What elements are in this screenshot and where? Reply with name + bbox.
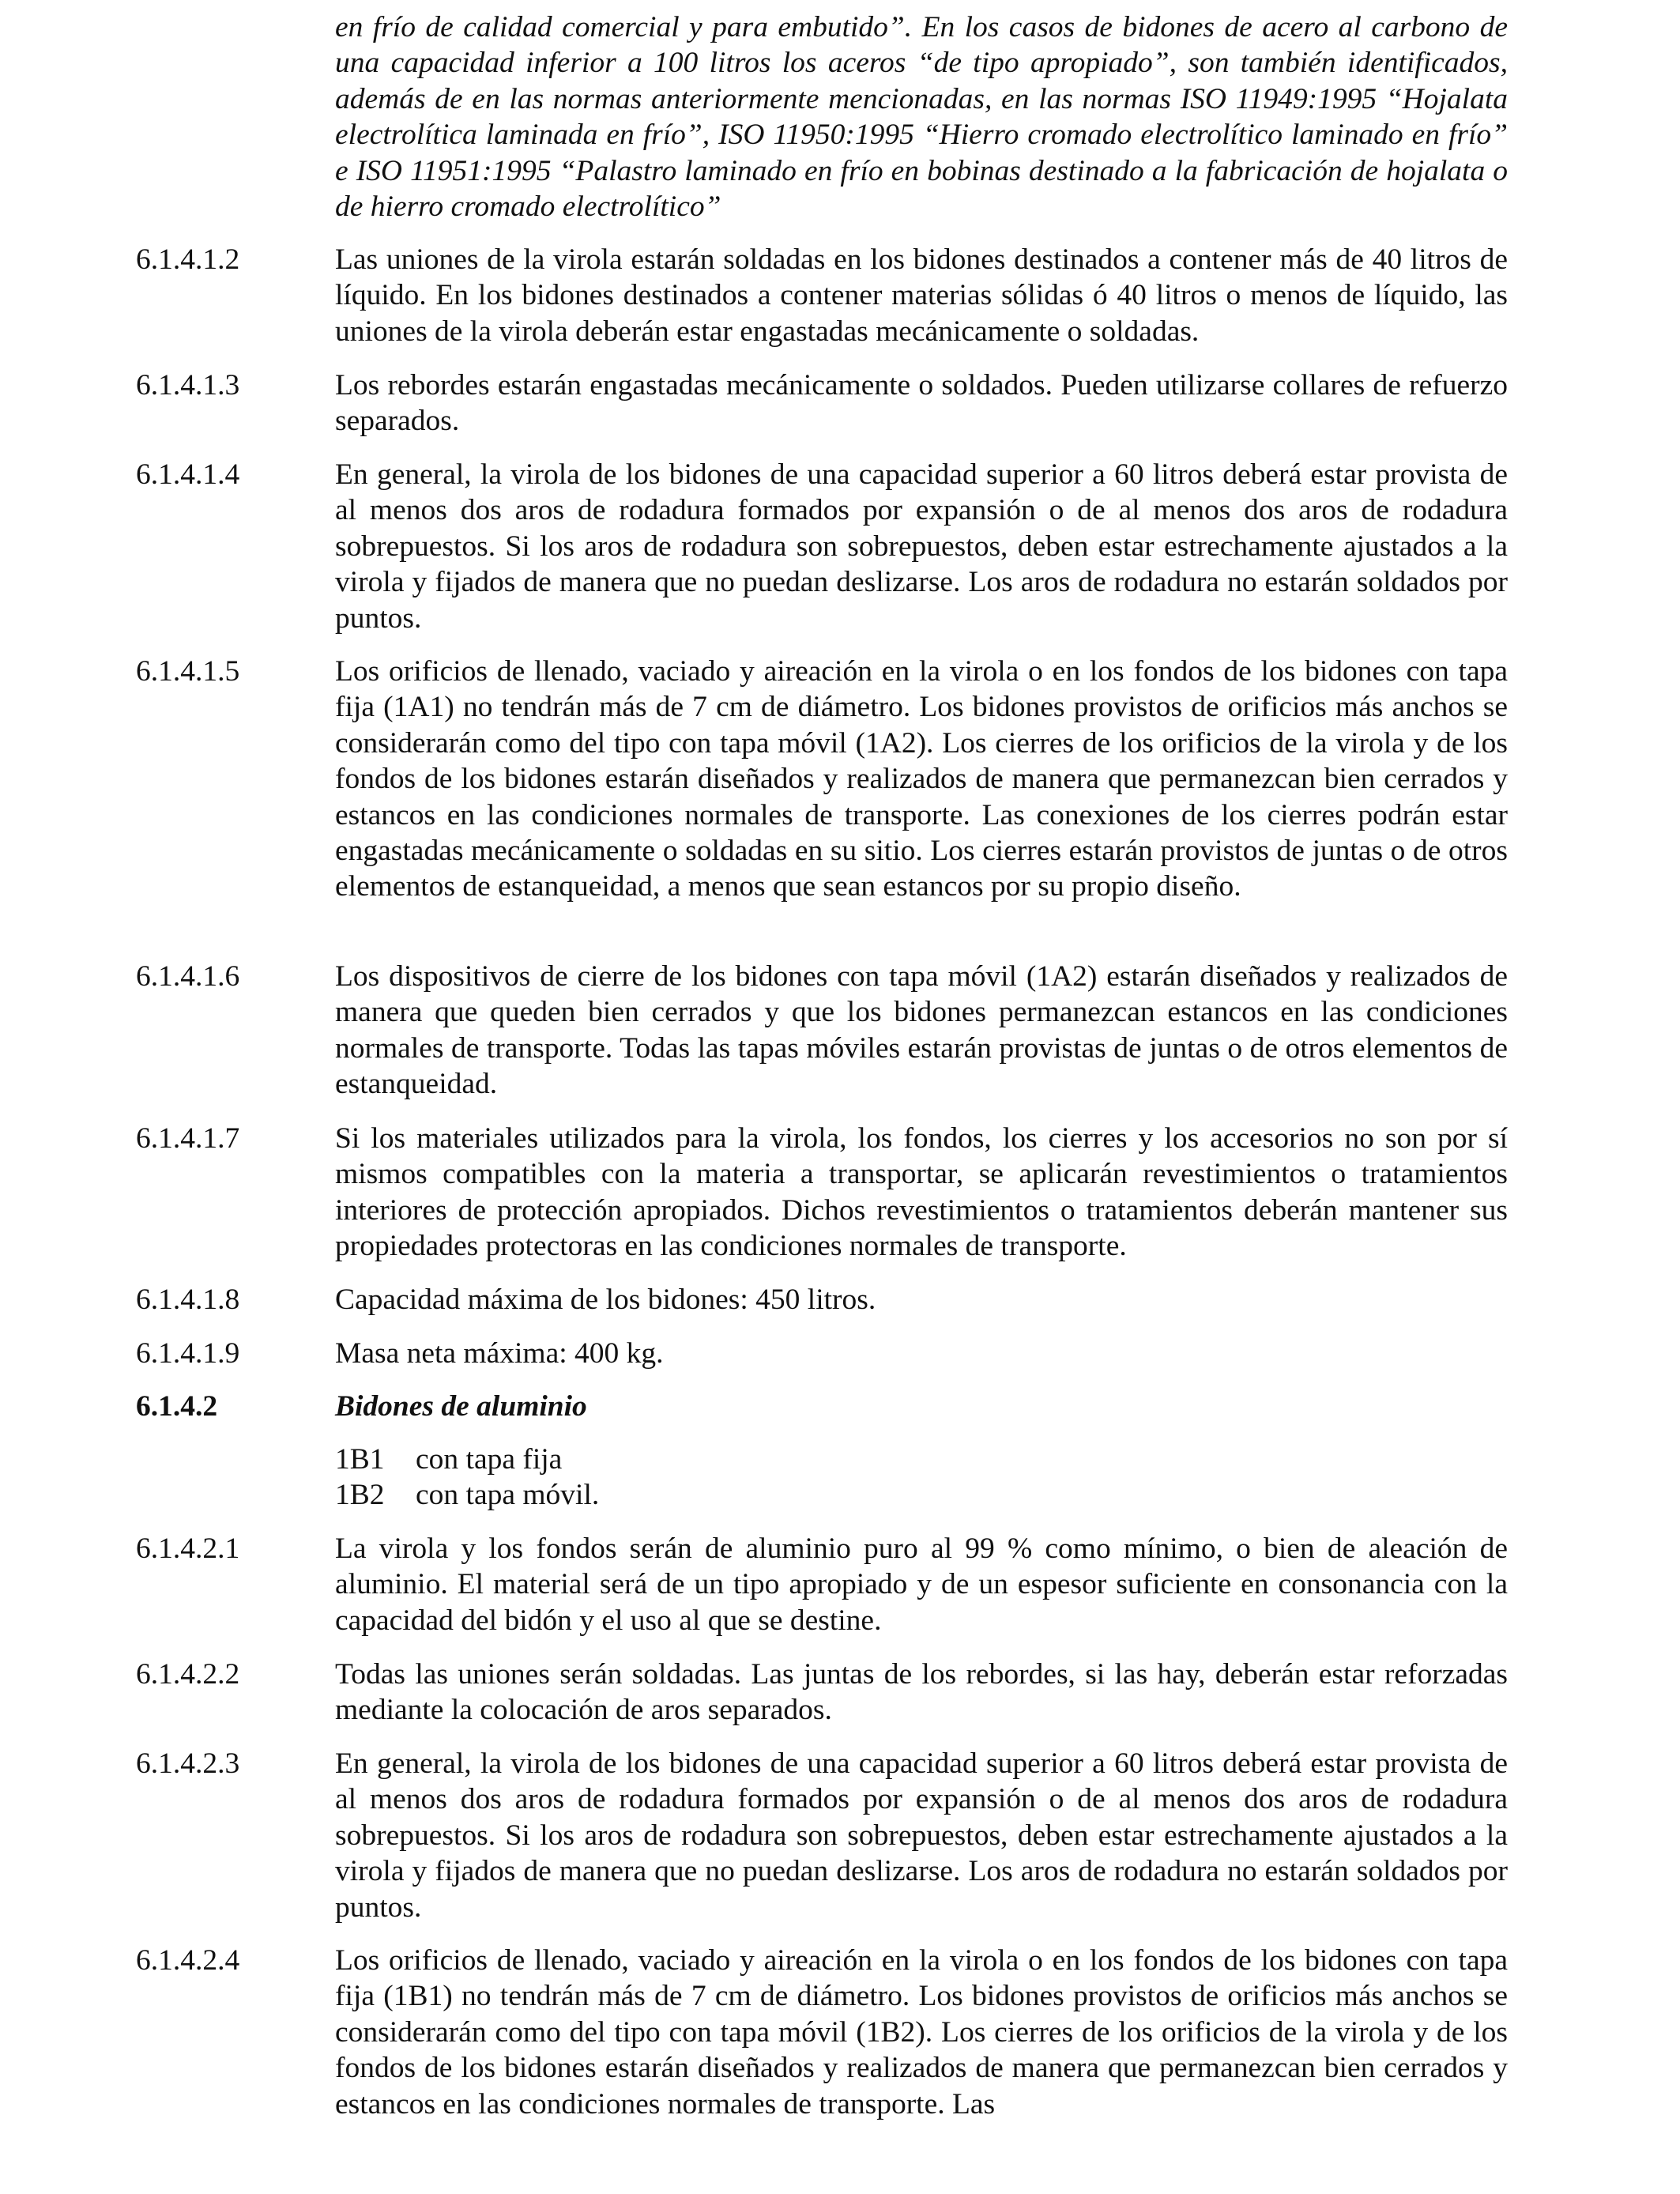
variant-label: con tapa fija [416,1443,563,1476]
section-title: Bidones de aluminio [335,1390,587,1423]
paragraph-number: 6.1.4.2.3 [136,1747,240,1780]
paragraph-text: Las uniones de la virola estarán soldadas en los bidones destinados a contener más de 40 litros de líquido. En los bidones destinados a contener materias sólidas ó 40 litros o menos de líquido, las uniones de la virola deberán estar engastadas mecánicamente o soldadas. [335,243,1508,348]
paragraph-number: 6.1.4.1.9 [136,1337,240,1370]
paragraph-text: Los orificios de llenado, vaciado y aireación en la virola o en los fondos de los bidones con tapa fija (1B1) no tendrán más de 7 cm de diámetro. Los bidones provistos de orificios más anchos se considerarán como del tipo con tapa móvil (1B2). Los cierres de los orificios de la virola y de los fondos de los bidones estarán diseñados y realizados de manera que permanezcan bien cerrados y estancos en las condiciones normales de transporte. Las [335,1944,1508,2120]
variant-code: 1B2 [335,1479,385,1511]
variant-label: con tapa móvil. [416,1479,600,1511]
paragraph-text: En general, la virola de los bidones de una capacidad superior a 60 litros deberá estar provista de al menos dos aros de rodadura formados por expansión o de al menos dos aros de rodadura sobrepuestos. Si los aros de rodadura son sobrepuestos, deben estar estrechamente ajustados a la virola y fijados de manera que no puedan deslizarse. Los aros de rodadura no estarán soldados por puntos. [335,1747,1508,1924]
paragraph-text: Si los materiales utilizados para la virola, los fondos, los cierres y los accesorios no son por sí mismos compatibles con la materia a transportar, se aplicarán revestimientos o tratamientos interiores de protección apropiados. Dichos revestimientos o tratamientos deberán mantener sus propiedades protectoras en las condiciones normales de transporte. [335,1122,1508,1263]
variant-code: 1B1 [335,1443,385,1476]
variant-1b2 [335,1477,599,1513]
variant-1b1 [335,1442,562,1477]
paragraph-text: Capacidad máxima de los bidones: 450 litros. [335,1284,876,1316]
section-number: 6.1.4.2 [136,1390,218,1423]
paragraph-number: 6.1.4.1.6 [136,960,240,993]
paragraph-number: 6.1.4.1.3 [136,369,240,401]
paragraph-number: 6.1.4.2.2 [136,1658,240,1691]
intro-continuation: en frío de calidad comercial y para embutido”. En los casos de bidones de acero al carbono de una capacidad inferior a 100 litros los aceros “de tipo apropiado”, son también identificados, además de en las normas anteriormente mencionadas, en las normas ISO 11949:1995 “Hojalata electrolítica laminada en frío”, ISO 11950:1995 “Hierro cromado electrolítico laminado en frío” e ISO 11951:1995 “Palastro laminado en frío en bobinas destinado a la fabricación de hojalata o de hierro cromado electrolítico” [335,11,1508,224]
paragraph-number: 6.1.4.2.4 [136,1944,240,1977]
paragraph-text: Los orificios de llenado, vaciado y aireación en la virola o en los fondos de los bidones con tapa fija (1A1) no tendrán más de 7 cm de diámetro. Los bidones provistos de orificios más anchos se considerarán como del tipo con tapa móvil (1A2). Los cierres de los orificios de la virola y de los fondos de los bidones estarán diseñados y realizados de manera que permanezcan bien cerrados y estancos en las condiciones normales de transporte. Las conexiones de los cierres podrán estar engastadas mecánicamente o soldadas en su sitio. Los cierres estarán provistos de juntas o de otros elementos de estanqueidad, a menos que sean estancos por su propio diseño. [335,655,1508,903]
paragraph-text: Masa neta máxima: 400 kg. [335,1337,664,1370]
paragraph-text: Todas las uniones serán soldadas. Las juntas de los rebordes, si las hay, deberán estar reforzadas mediante la colocación de aros separados. [335,1658,1508,1727]
paragraph-number: 6.1.4.1.5 [136,655,240,688]
paragraph-number: 6.1.4.1.8 [136,1284,240,1316]
paragraph-number: 6.1.4.1.4 [136,458,240,491]
paragraph-number: 6.1.4.1.7 [136,1122,240,1155]
paragraph-text: En general, la virola de los bidones de una capacidad superior a 60 litros deberá estar provista de al menos dos aros de rodadura formados por expansión o de al menos dos aros de rodadura sobrepuestos. Si los aros de rodadura son sobrepuestos, deben estar estrechamente ajustados a la virola y fijados de manera que no puedan deslizarse. Los aros de rodadura no estarán soldados por puntos. [335,458,1508,635]
paragraph-number: 6.1.4.2.1 [136,1532,240,1565]
paragraph-text: Los dispositivos de cierre de los bidones con tapa móvil (1A2) estarán diseñados y realizados de manera que queden bien cerrados y que los bidones permanezcan estancos en las condiciones normales de transporte. Todas las tapas móviles estarán provistas de juntas o de otros elementos de estanqueidad. [335,960,1508,1101]
paragraph-text: La virola y los fondos serán de aluminio puro al 99 % como mínimo, o bien de aleación de aluminio. El material será de un tipo apropiado y de un espesor suficiente en consonancia con la capacidad del bidón y el uso al que se destine. [335,1532,1508,1637]
paragraph-text: Los rebordes estarán engastadas mecánicamente o soldados. Pueden utilizarse collares de refuerzo separados. [335,369,1508,438]
paragraph-number: 6.1.4.1.2 [136,243,240,276]
